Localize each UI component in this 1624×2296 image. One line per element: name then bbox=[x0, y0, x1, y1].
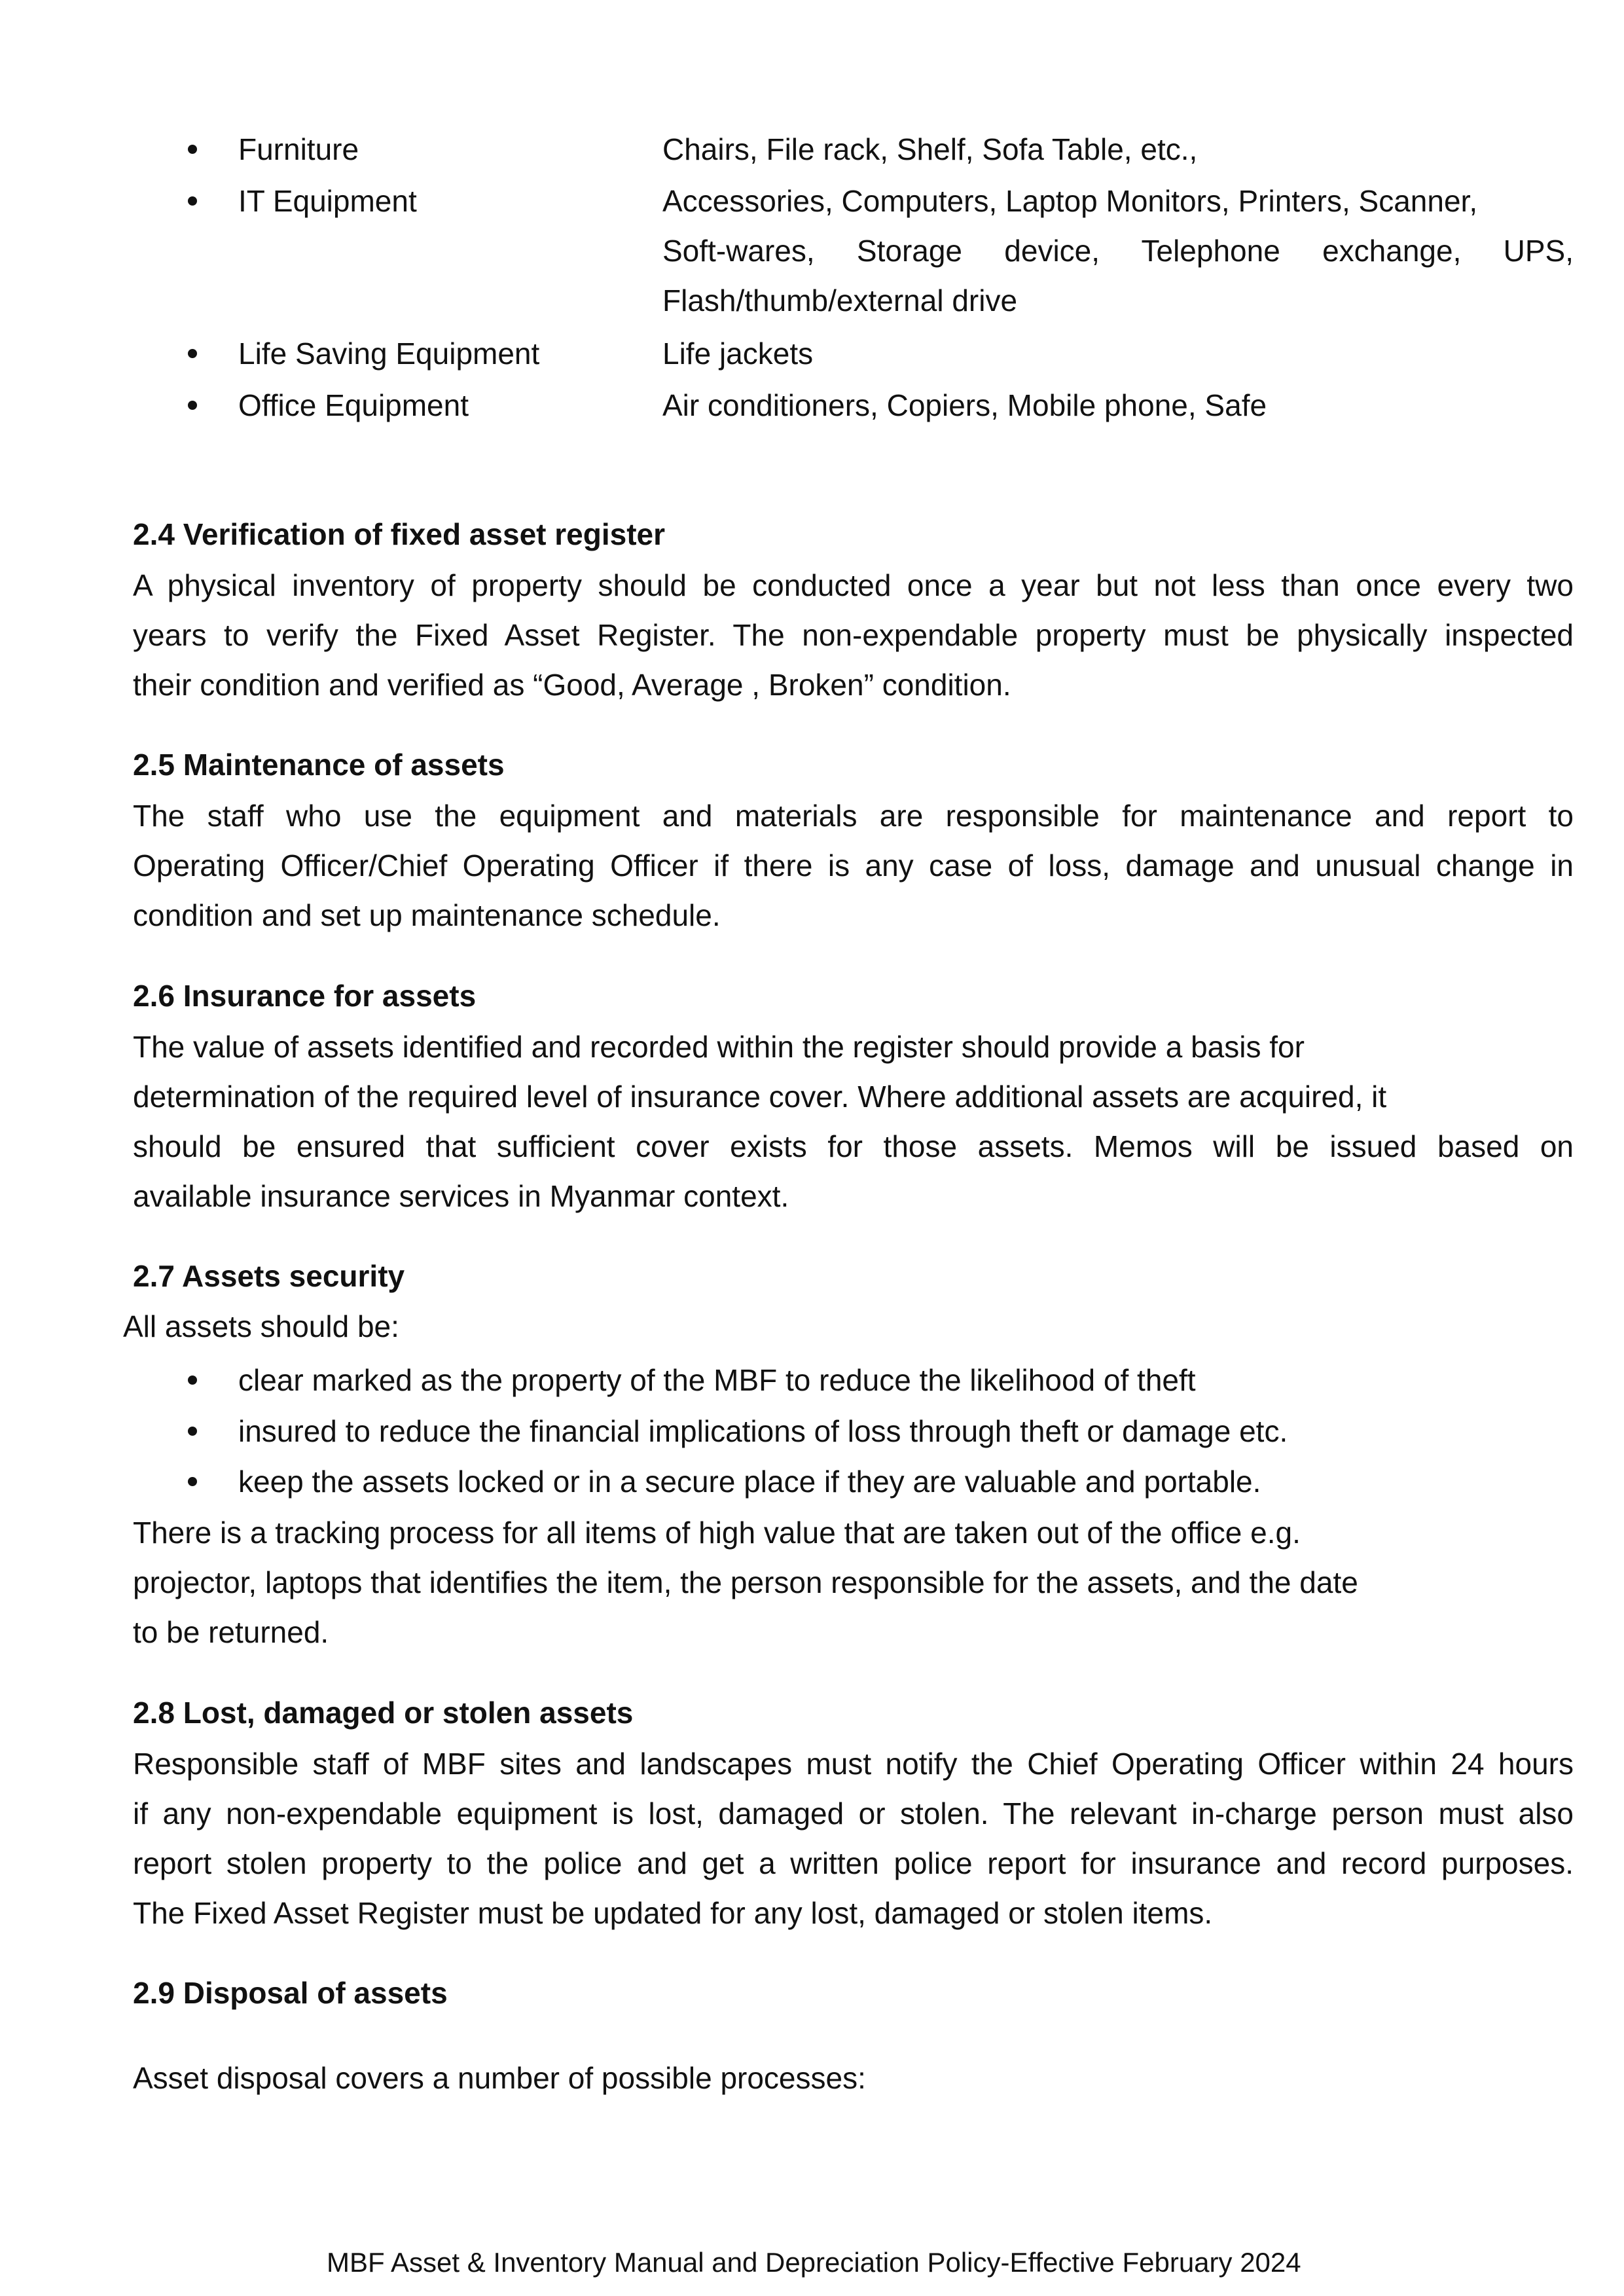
bullet-icon bbox=[188, 145, 197, 154]
list-item: insured to reduce the financial implications of loss through theft or damage etc. bbox=[238, 1414, 1288, 1448]
paragraph-line: available insurance services in Myanmar context. bbox=[133, 1179, 789, 1213]
paragraph-line: to be returned. bbox=[133, 1615, 329, 1649]
bullet-icon bbox=[188, 401, 197, 410]
category-examples: Chairs, File rack, Shelf, Sofa Table, etc., bbox=[662, 132, 1198, 166]
paragraph-line: if any non-expendable equipment is lost, damaged or stolen. The relevant in-charge person must also bbox=[133, 1796, 1574, 1831]
paragraph-line: A physical inventory of property should be conducted once a year but not less than once every two bbox=[133, 568, 1574, 602]
category-label: Office Equipment bbox=[238, 388, 469, 422]
paragraph-line: Responsible staff of MBF sites and landscapes must notify the Chief Operating Officer within 24 hours bbox=[133, 1747, 1574, 1781]
page-footer: MBF Asset & Inventory Manual and Depreciation Policy-Effective February 2024 bbox=[327, 2247, 1301, 2278]
paragraph-line: years to verify the Fixed Asset Register. The non-expendable property must be physically inspected bbox=[133, 618, 1574, 652]
bullet-icon bbox=[188, 1376, 197, 1385]
category-label: IT Equipment bbox=[238, 184, 417, 218]
paragraph-line: their condition and verified as “Good, Average , Broken” condition. bbox=[133, 668, 1011, 702]
category-examples: Soft-wares, Storage device, Telephone exchange, UPS, bbox=[662, 234, 1574, 268]
paragraph-intro: All assets should be: bbox=[123, 1309, 399, 1343]
category-examples: Life jackets bbox=[662, 337, 814, 371]
paragraph-line: determination of the required level of insurance cover. Where additional assets are acquired, it bbox=[133, 1080, 1387, 1114]
category-examples: Flash/thumb/external drive bbox=[662, 283, 1018, 318]
bullet-icon bbox=[188, 1477, 197, 1486]
category-label: Life Saving Equipment bbox=[238, 337, 540, 371]
paragraph-line: The Fixed Asset Register must be updated for any lost, damaged or stolen items. bbox=[133, 1896, 1213, 1930]
paragraph-line: The staff who use the equipment and materials are responsible for maintenance and report to bbox=[133, 799, 1574, 833]
paragraph-line: There is a tracking process for all items of high value that are taken out of the office e.g. bbox=[133, 1516, 1301, 1550]
section-heading: 2.7 Assets security bbox=[133, 1259, 405, 1293]
paragraph-line: Operating Officer/Chief Operating Officer if there is any case of loss, damage and unusual change in bbox=[133, 848, 1574, 883]
bullet-icon bbox=[188, 1427, 197, 1436]
paragraph-line: The value of assets identified and recorded within the register should provide a basis for bbox=[133, 1030, 1305, 1064]
bullet-icon bbox=[188, 349, 197, 358]
paragraph-line: condition and set up maintenance schedule. bbox=[133, 898, 721, 932]
bullet-icon bbox=[188, 196, 197, 206]
category-label: Furniture bbox=[238, 132, 359, 166]
list-item: clear marked as the property of the MBF to reduce the likelihood of theft bbox=[238, 1363, 1196, 1397]
paragraph-line: projector, laptops that identifies the item, the person responsible for the assets, and the date bbox=[133, 1565, 1358, 1599]
section-heading: 2.8 Lost, damaged or stolen assets bbox=[133, 1696, 634, 1730]
paragraph-line: report stolen property to the police and get a written police report for insurance and record purposes. bbox=[133, 1846, 1574, 1880]
section-heading: 2.6 Insurance for assets bbox=[133, 979, 477, 1013]
section-heading: 2.4 Verification of fixed asset register bbox=[133, 517, 665, 551]
section-heading: 2.9 Disposal of assets bbox=[133, 1976, 448, 2010]
category-examples: Accessories, Computers, Laptop Monitors, Printers, Scanner, bbox=[662, 184, 1478, 218]
paragraph-line: should be ensured that sufficient cover exists for those assets. Memos will be issued based on bbox=[133, 1129, 1574, 1163]
list-item: keep the assets locked or in a secure place if they are valuable and portable. bbox=[238, 1465, 1261, 1499]
category-examples: Air conditioners, Copiers, Mobile phone, Safe bbox=[662, 388, 1267, 422]
paragraph-line: Asset disposal covers a number of possible processes: bbox=[133, 2061, 866, 2095]
section-heading: 2.5 Maintenance of assets bbox=[133, 748, 505, 782]
